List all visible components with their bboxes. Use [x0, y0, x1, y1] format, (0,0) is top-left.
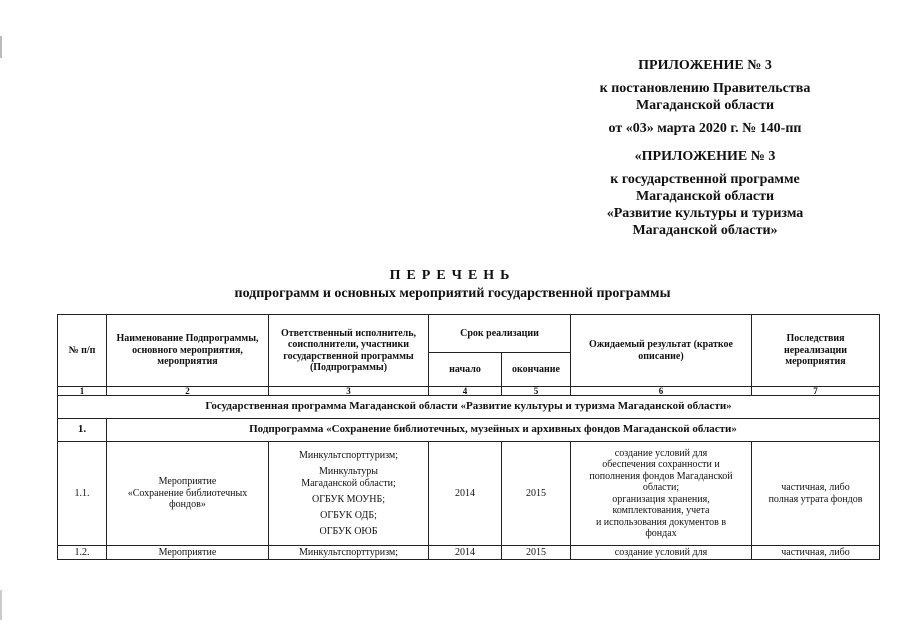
row-resp-line: Минкультуры — [319, 465, 378, 477]
column-number: 1 — [58, 387, 107, 396]
title-heading: ПЕРЕЧЕНЬ — [389, 268, 516, 283]
column-number: 7 — [752, 387, 880, 396]
row-start: 2014 — [429, 546, 502, 560]
row-result-line: комплектования, учета — [612, 505, 710, 516]
header-num: № п/п — [58, 315, 107, 387]
row-start: 2014 — [429, 442, 502, 546]
row-result — [571, 442, 752, 546]
row-result-line: организация хранения, — [612, 493, 710, 505]
header-result: Ожидаемый результат (краткое описание) — [571, 315, 752, 387]
appendix-title: ПРИЛОЖЕНИЕ № 3 — [638, 58, 772, 73]
row-resp-line: ОГБУК ОЮБ — [319, 525, 378, 537]
row-resp-line: Магаданской области; — [301, 477, 396, 489]
column-number: 4 — [429, 387, 502, 396]
row-name: Мероприятие — [107, 546, 269, 560]
appendix-line: Магаданской области — [635, 189, 775, 204]
row-consequences: частичная, либо — [752, 546, 880, 560]
row-result-line: фондах — [645, 528, 677, 539]
row-end: 2015 — [502, 442, 571, 546]
row-responsible: Минкультспорттуризм; — [269, 546, 429, 560]
scan-edge-mark — [0, 36, 2, 58]
row-result-line: обеспечения сохранности и — [602, 459, 720, 470]
row-end: 2015 — [502, 546, 571, 560]
row-resp-line: Минкультспорттуризм; — [298, 449, 399, 461]
program-row — [58, 396, 880, 419]
row-name-line: фондов» — [169, 499, 206, 511]
column-number: 3 — [269, 387, 429, 396]
subprogram-num: 1. — [58, 419, 107, 442]
appendix-line: к постановлению Правительства — [599, 81, 811, 96]
row-cons-line: полная утрата фондов — [768, 493, 863, 505]
subprogram-row — [58, 419, 880, 442]
header-consequences: Последствия нереализации мероприятия — [752, 315, 880, 387]
header-responsible: Ответственный исполнитель, соисполнители, участники государственной программы (Подпрограммы) — [269, 315, 429, 387]
header-start: начало — [429, 353, 502, 387]
column-number: 2 — [107, 387, 269, 396]
row-result: создание условий для — [571, 546, 752, 560]
header-name: Наименование Подпрограммы, основного мероприятия, мероприятия — [107, 315, 269, 387]
row-result-line: и использования документов в — [595, 516, 727, 528]
row-name — [107, 442, 269, 546]
appendix-program-block — [540, 148, 870, 239]
appendix-title: «ПРИЛОЖЕНИЕ № 3 — [634, 149, 776, 164]
row-result-line: области; — [642, 482, 680, 493]
row-resp-line: ОГБУК МОУНБ; — [311, 493, 386, 505]
table-row — [58, 546, 880, 560]
appendix-date-line: от «03» марта 2020 г. № 140-пп — [608, 121, 802, 136]
header-period: Срок реализации — [429, 315, 571, 353]
column-number: 6 — [571, 387, 752, 396]
row-cons-line: частичная, либо — [781, 482, 850, 493]
program-table — [57, 314, 880, 560]
appendix-decree-block — [540, 57, 870, 137]
header-end: окончание — [502, 353, 571, 387]
scan-edge-mark — [0, 590, 2, 620]
document-title — [0, 267, 905, 303]
row-name-line: Мероприятие — [158, 476, 217, 488]
appendix-line: к государственной программе — [610, 172, 800, 187]
title-subheading: подпрограмм и основных мероприятий государственной программы — [234, 286, 671, 301]
row-name-line: «Сохранение библиотечных — [127, 487, 248, 499]
row-consequences — [752, 442, 880, 546]
appendix-line: «Развитие культуры и туризма — [606, 206, 804, 221]
appendix-line: Магаданской области» — [632, 223, 778, 238]
subprogram-title: Подпрограмма «Сохранение библиотечных, музейных и архивных фондов Магаданской области» — [107, 419, 880, 442]
row-result-line: пополнения фондов Магаданской — [589, 470, 733, 482]
row-resp-line: ОГБУК ОДБ; — [320, 509, 377, 521]
row-responsible — [269, 442, 429, 546]
row-num: 1.2. — [58, 546, 107, 560]
column-number-row — [58, 387, 880, 396]
table-row — [58, 442, 880, 546]
program-title: Государственная программа Магаданской области «Развитие культуры и туризма Магаданской области» — [58, 396, 880, 419]
column-number: 5 — [502, 387, 571, 396]
appendix-line: Магаданской области — [635, 98, 775, 113]
row-num: 1.1. — [58, 442, 107, 546]
row-result-line: создание условий для — [614, 447, 708, 459]
